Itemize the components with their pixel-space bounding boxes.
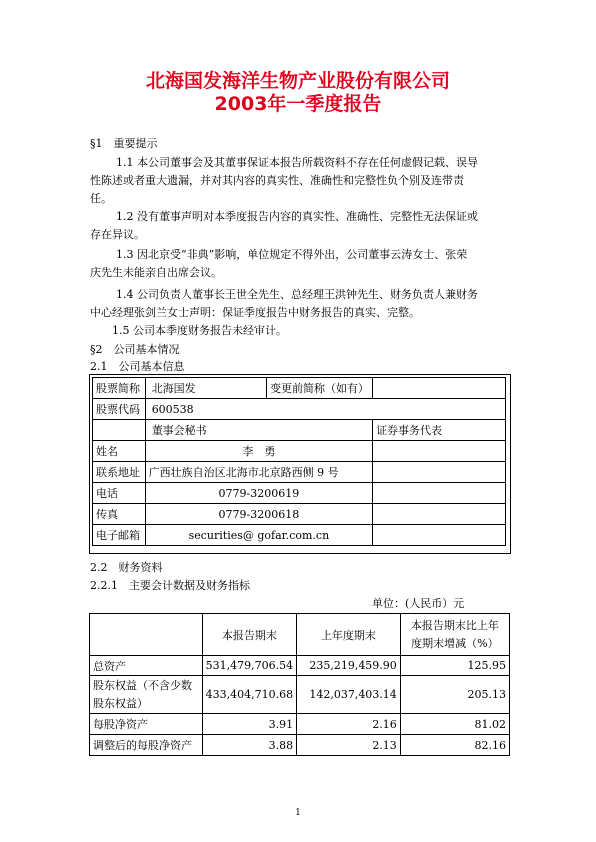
section2-heading: §2 公司基本情况 — [90, 343, 180, 356]
prev-abbr-label: 变更前简称（如有） — [267, 378, 373, 399]
address-label: 联系地址 — [93, 462, 146, 483]
para-1-1-line2: 性陈述或者重大遗漏，并对其内容的真实性、准确性和完整性负个别及连带责 — [90, 174, 464, 187]
name-label: 姓名 — [93, 441, 146, 462]
fin-cell: 2.13 — [297, 735, 401, 756]
rep-phone-value — [373, 483, 506, 504]
table-row — [93, 441, 506, 462]
para-1-1-line3: 任。 — [90, 192, 112, 205]
name-value: 李 勇 — [145, 441, 372, 462]
fin-col2-header: 上年度期末 — [297, 614, 401, 656]
table-row — [93, 420, 506, 441]
rep-email-value — [373, 525, 506, 546]
section2-1-heading: 2.1 公司基本信息 — [90, 360, 185, 373]
para-1-2-line2: 存在异议。 — [90, 228, 145, 241]
unit-label: 单位：(人民币）元 — [372, 597, 465, 610]
prev-abbr-value — [373, 378, 506, 399]
para-1-4-line1: 1.4 公司负责人董事长王世全先生、总经理王洪钟先生、财务负责人兼财务 — [116, 288, 478, 301]
fin-cell: 81.02 — [400, 714, 509, 735]
rep-fax-value — [373, 504, 506, 525]
stock-code-label: 股票代码 — [93, 399, 146, 420]
fin-row-label: 调整后的每股净资产 — [90, 735, 203, 756]
report-title-line2: 2003年一季度报告 — [214, 93, 382, 115]
fin-cell: 205.13 — [400, 676, 509, 714]
email-value[interactable]: securities@ gofar.com.cn — [145, 525, 372, 546]
para-1-3-line2: 庆先生未能亲自出席会议。 — [90, 266, 222, 279]
table-row — [93, 504, 506, 525]
fin-col3-header — [400, 614, 509, 656]
rep-name-value — [373, 441, 506, 462]
fin-col1-header: 本报告期末 — [202, 614, 296, 656]
stock-code-value: 600538 — [145, 399, 505, 420]
company-info-table — [92, 377, 506, 546]
fin-blank-header — [90, 614, 203, 656]
table-row — [90, 614, 510, 656]
para-1-3-line1: 1.3 因北京受“非典”影响，单位规定不得外出，公司董事云涛女士、张荣 — [116, 248, 468, 261]
table-row — [90, 735, 510, 756]
fin-row-label: 总资产 — [90, 656, 203, 676]
page-number: 1 — [295, 808, 301, 818]
para-1-4-line2: 中心经理张剑兰女士声明：保证季度报告中财务报告的真实、完整。 — [90, 306, 420, 319]
section1-heading: §1 重要提示 — [90, 137, 158, 150]
table-row — [93, 462, 506, 483]
report-title-line1: 北海国发海洋生物产业股份有限公司 — [145, 70, 450, 92]
fin-row-label-l2: 股东权益） — [93, 696, 148, 710]
fin-cell: 3.91 — [202, 714, 296, 735]
phone-value: 0779-3200619 — [145, 483, 372, 504]
section2-2-heading: 2.2 财务资料 — [90, 561, 163, 574]
fin-cell: 142,037,403.14 — [297, 676, 401, 714]
fin-col3-header-l2: 度期末增减（%） — [411, 636, 499, 650]
section2-2-1-heading: 2.2.1 主要会计数据及财务指标 — [90, 579, 250, 592]
fax-value: 0779-3200618 — [145, 504, 372, 525]
blank-cell — [93, 420, 146, 441]
rep-header: 证券事务代表 — [373, 420, 506, 441]
stock-abbr-label: 股票简称 — [93, 378, 146, 399]
address-value: 广西壮族自治区北海市北京路西侧 9 号 — [145, 462, 372, 483]
fin-cell: 2.16 — [297, 714, 401, 735]
rep-address-value — [373, 462, 506, 483]
fin-col3-header-l1: 本报告期末比上年 — [410, 618, 499, 632]
fin-cell: 125.95 — [400, 656, 509, 676]
stock-abbr-value: 北海国发 — [145, 378, 266, 399]
table-row — [90, 656, 510, 676]
phone-label: 电话 — [93, 483, 146, 504]
fin-cell: 235,219,459.90 — [297, 656, 401, 676]
financial-table — [89, 613, 510, 756]
table-row — [93, 378, 506, 399]
fin-cell: 531,479,706.54 — [202, 656, 296, 676]
para-1-2-line1: 1.2 没有董事声明对本季度报告内容的真实性、准确性、完整性无法保证或 — [116, 210, 478, 223]
table-row — [90, 714, 510, 735]
fin-row-label — [90, 676, 203, 714]
table-row — [90, 676, 510, 714]
fin-cell: 433,404,710.68 — [202, 676, 296, 714]
table-row — [93, 399, 506, 420]
fin-row-label-l1: 股东权益（不含少数 — [93, 678, 192, 692]
email-label: 电子邮箱 — [93, 525, 146, 546]
fin-cell: 82.16 — [400, 735, 509, 756]
fin-cell: 3.88 — [202, 735, 296, 756]
para-1-1-line1: 1.1 本公司董事会及其董事保证本报告所载资料不存在任何虚假记载、误导 — [116, 156, 478, 169]
fin-row-label: 每股净资产 — [90, 714, 203, 735]
table-row — [93, 483, 506, 504]
table-row — [93, 525, 506, 546]
secretary-header: 董事会秘书 — [145, 420, 372, 441]
para-1-5: 1.5 公司本季度财务报告未经审计。 — [112, 324, 287, 337]
fax-label: 传真 — [93, 504, 146, 525]
